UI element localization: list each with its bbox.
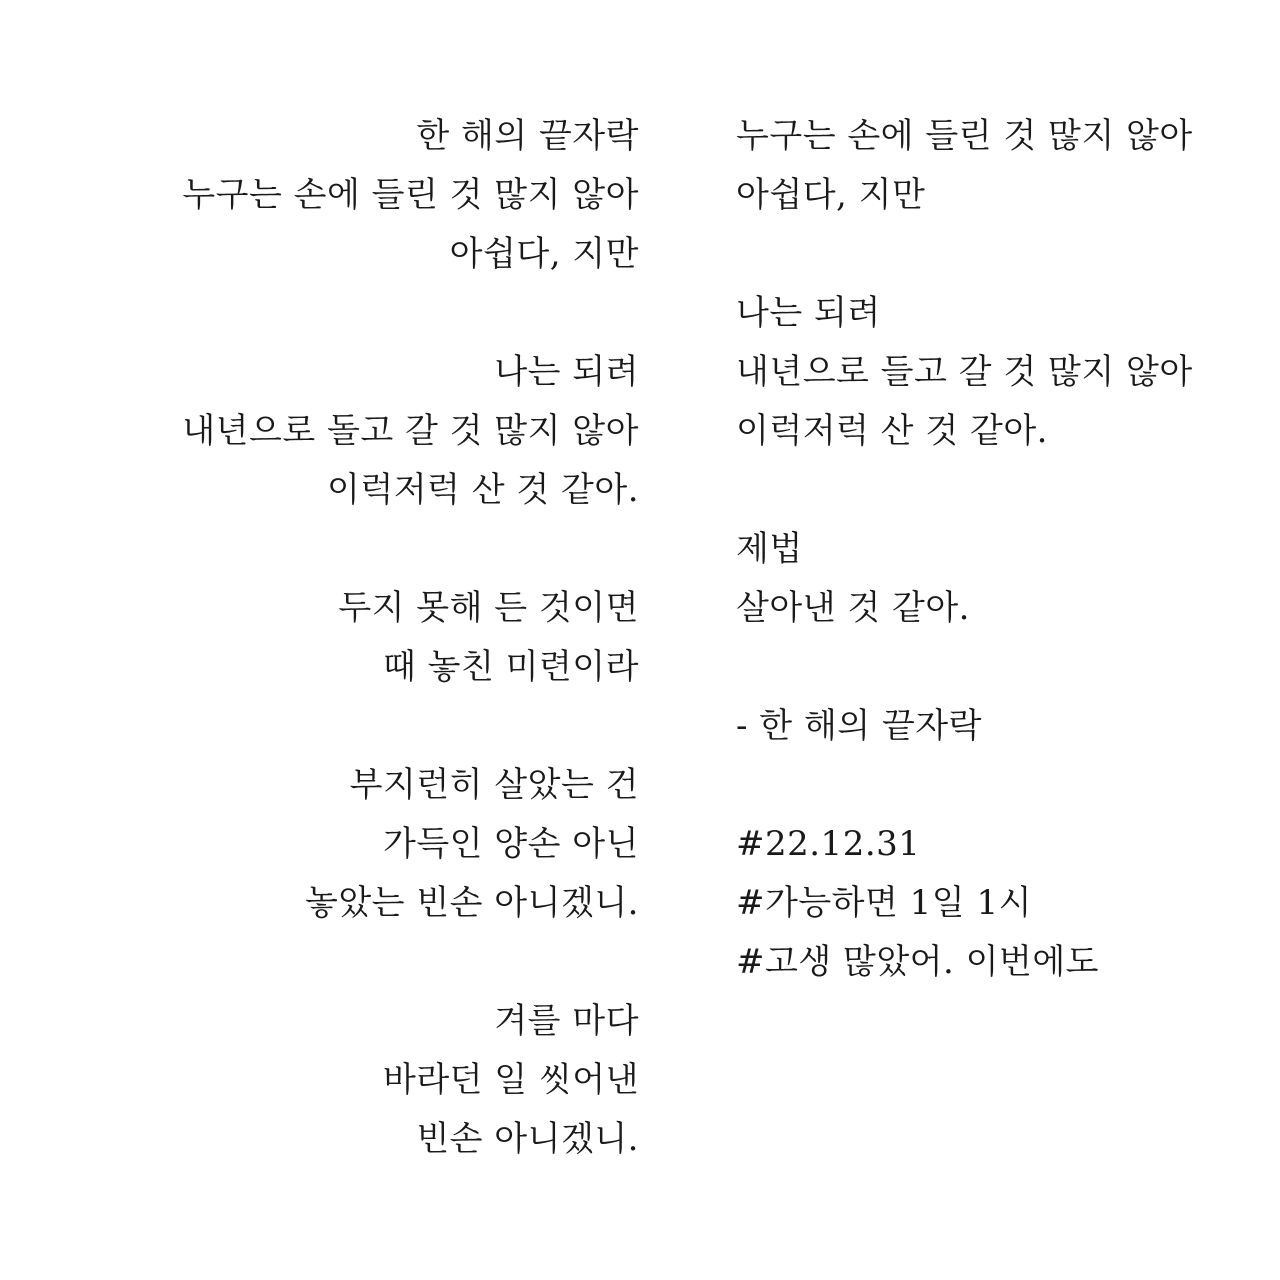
poem-line: 살아낸 것 같아. (736, 588, 970, 628)
poem-line: 나는 되려 (736, 293, 881, 333)
stanza-gap (736, 638, 1256, 697)
poem-line: 두지 못해 든 것이면 (338, 588, 639, 628)
hashtag: #22.12.31 (736, 824, 921, 864)
poem-line: 이럭저럭 산 것 같아. (327, 470, 639, 510)
stanza-gap (736, 225, 1256, 284)
hashtag: #고생 많았어. 이번에도 (736, 942, 1100, 982)
poem-left-column (119, 107, 639, 1169)
poem-line: 부지런히 살았는 건 (349, 765, 639, 805)
poem-line: 이럭저럭 산 것 같아. (736, 411, 1048, 451)
poem-line: 겨를 마다 (494, 1001, 639, 1041)
poem-line: 가득인 양손 아닌 (382, 824, 639, 864)
poem-line: 제법 (736, 529, 803, 569)
poem-line: 내년으로 들고 갈 것 많지 않아 (736, 352, 1193, 392)
poem-line: 나는 되려 (494, 352, 639, 392)
poem-line: 바라던 일 씻어낸 (382, 1060, 639, 1100)
poem-signature: - 한 해의 끝자락 (736, 706, 982, 746)
poem-line: 아쉽다, 지만 (449, 234, 639, 274)
poem-line: 내년으로 돌고 갈 것 많지 않아 (182, 411, 639, 451)
poem-line: 누구는 손에 들린 것 많지 않아 (182, 175, 639, 215)
poem-line: 누구는 손에 들린 것 많지 않아 (736, 116, 1193, 156)
poem-line: 때 놓친 미련이라 (382, 647, 639, 687)
stanza-gap (736, 461, 1256, 520)
stanza-gap (736, 756, 1256, 815)
stanza-gap (119, 520, 639, 579)
poem-line: 한 해의 끝자락 (416, 116, 639, 156)
poem-right-column (736, 107, 1256, 992)
stanza-gap (119, 284, 639, 343)
poem-line: 빈손 아니겠니. (416, 1119, 639, 1159)
poem-line: 아쉽다, 지만 (736, 175, 926, 215)
stanza-gap (119, 933, 639, 992)
stanza-gap (119, 697, 639, 756)
poem-line: 놓았는 빈손 아니겠니. (304, 883, 639, 923)
hashtag: #가능하면 1일 1시 (736, 883, 1032, 923)
